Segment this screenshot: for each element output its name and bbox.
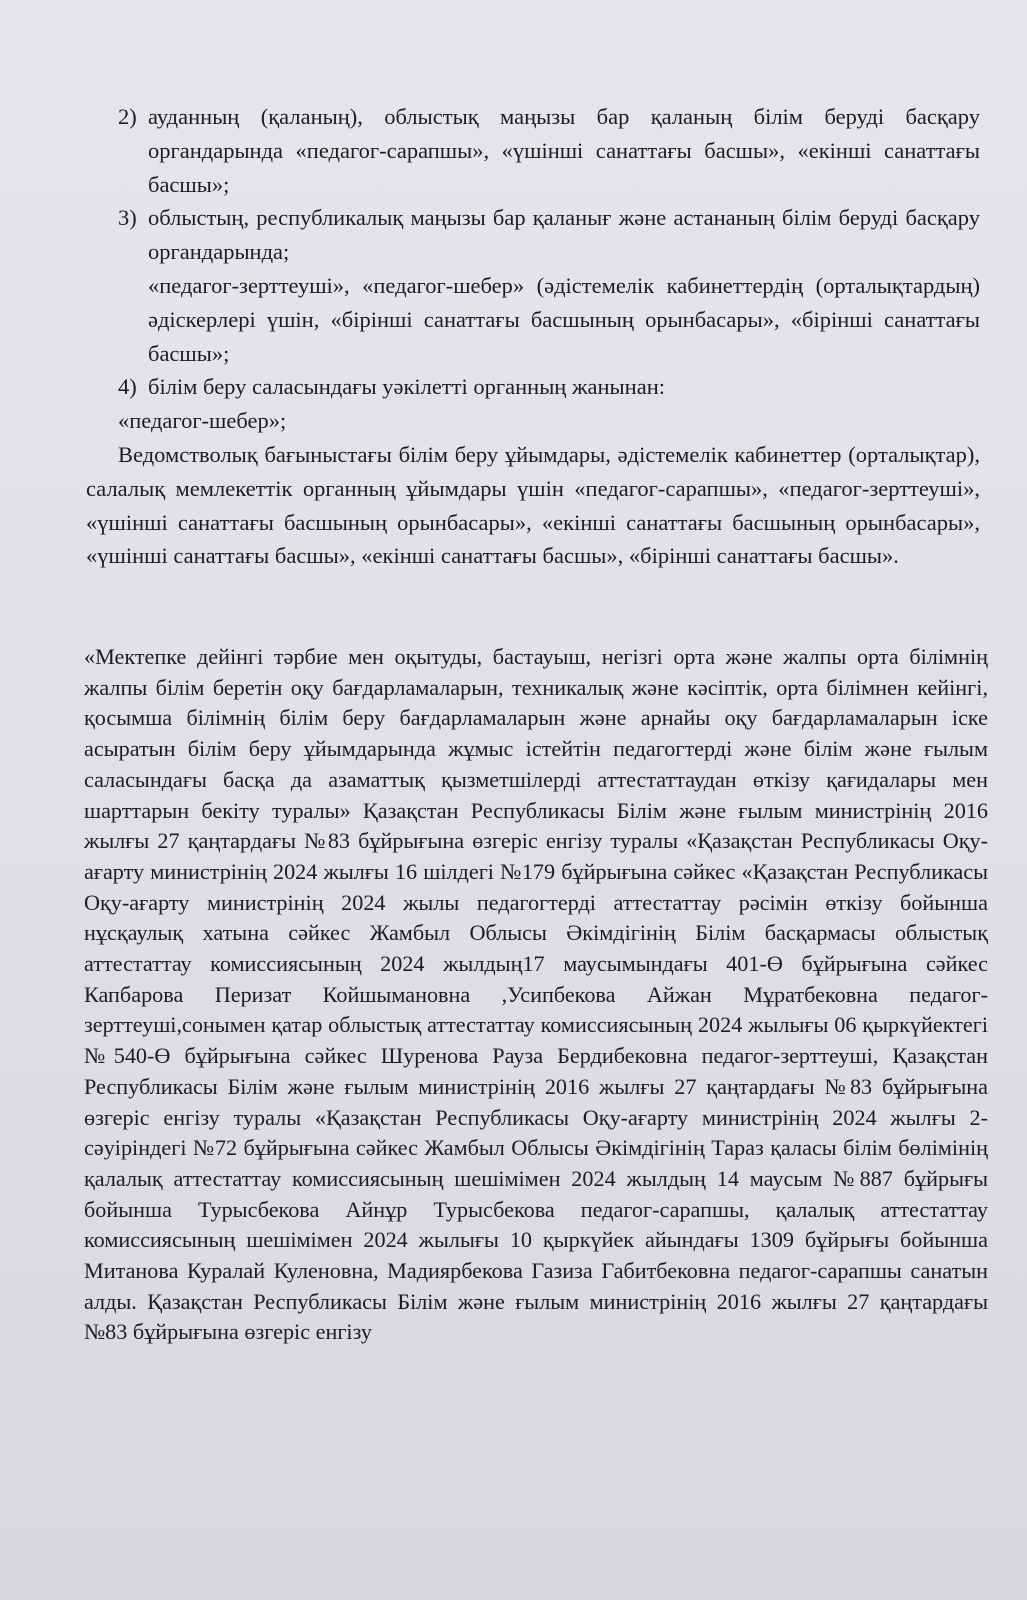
list-item-3 (118, 201, 980, 370)
list-item-number: 2) (118, 104, 137, 129)
list-item-text: облыстың, республикалық маңызы бар қаланығ және астананың білім беруді басқару органдарында; (148, 205, 980, 265)
list-item-4-extra: «педагог-шебер»; (118, 408, 287, 434)
list-item-continuation: «педагог-зерттеуші», «педагог-шебер» (әдістемелік кабинеттердің (орталықтардың) әдіскерлері үшін, «бірінші санаттағы басшының орынбасары», «бірінші санаттағы басшы»; (148, 272, 980, 366)
departmental-paragraph: Ведомстволық бағыныстағы білім беру ұйымдары, әдістемелік кабинеттер (орталықтар), салалық мемлекеттік органның ұйымдары үшін «педагог-сарапшы», «педагог-зерттеуші», «үшінші санаттағы басшының орынбасары», «екінші санаттағы басшының орынбасары», «үшінші санаттағы басшы», «екінші санаттағы басшы», «бірінші санаттағы басшы». (86, 441, 980, 569)
category-list-section (86, 100, 980, 573)
list-item-text: ауданның (қаланың), облыстық маңызы бар қаланың білім беруді басқару органдарында «педагог-сарапшы», «үшінші санаттағы басшы», «екінші санаттағы басшы»; (148, 104, 980, 197)
list-item-number: 3) (118, 205, 137, 231)
list-item-text: білім беру саласындағы уәкілетті органның жанынан: (148, 374, 665, 400)
list-item-number: 4) (118, 374, 137, 400)
attestation-paragraph: «Мектепке дейінгі тәрбие мен оқытуды, бастауыш, негізгі орта және жалпы орта білімнің жалпы білім беретін оқу бағдарламаларын, техникалық және кәсіптік, орта білімнен кейінгі, қосымша білімнің білім беру бағдарламаларын және арнайы оқу бағдарламаларын іске асыратын білім беру ұйымдарында жұмыс істейтін педагогтерді және білім және ғылым саласындағы басқа да азаматтық қызметшілерді аттестаттаудан өткізу қағидалары мен шарттарын бекіту туралы» Қазақстан Республикасы Білім және ғылым министрінің 2016 жылғы 27 қаңтардағы №83 бұйрығына өзгеріс енгізу туралы «Қазақстан Республикасы Оқу-ағарту министрінің 2024 жылғы 16 шілдегі №179 бұйрығына сәйкес «Қазақстан Республикасы Оқу-ағарту министрінің 2024 жылы педагогтерді аттестаттау рәсімін өткізу бойынша нұсқаулық хатына сәйкес Жамбыл Облысы Әкімдігінің Білім басқармасы облыстық аттестаттау комиссиясының 2024 жылдың17 маусымындағы 401-Ө бұйрығына сәйкес Капбарова Перизат Койшымановна ,Усипбекова Айжан Мұратбековна педагог-зерттеуші,сонымен қатар облыстық аттестаттау комиссиясының 2024 жылығы 06 қыркүйектегі №540-Ө бұйрығына сәйкес Шуренова Рауза Бердибековна педагог-зерттеуші, Қазақстан Республикасы Білім және ғылым министрінің 2016 жылғы 27 қаңтардағы №83 бұйрығына өзгеріс енгізу туралы «Қазақстан Республикасы Оқу-ағарту министрінің 2024 жылғы 2-сәуіріндегі №72 бұйрығына сәйкес Жамбыл Облысы Әкімдігінің Тараз қаласы білім бөлімінің қалалық аттестаттау комиссиясының шешімімен 2024 жылдың 14 маусым №887 бұйрығы бойынша Турысбекова Айнұр Турысбекова педагог-сарапшы, қалалық аттестаттау комиссиясының шешімімен 2024 жылығы 10 қыркүйек айындағы 1309 бұйрығы бойынша Митанова Куралай Куленовна, Мадиярбекова Газиза Габитбековна педагог-сарапшы санатын алды. Қазақстан Республикасы Білім және ғылым министрінің 2016 жылғы 27 қаңтардағы №83 бұйрығына өзгеріс енгізу (84, 644, 988, 1345)
list-item-4 (118, 370, 980, 404)
list-item-2 (118, 100, 980, 201)
